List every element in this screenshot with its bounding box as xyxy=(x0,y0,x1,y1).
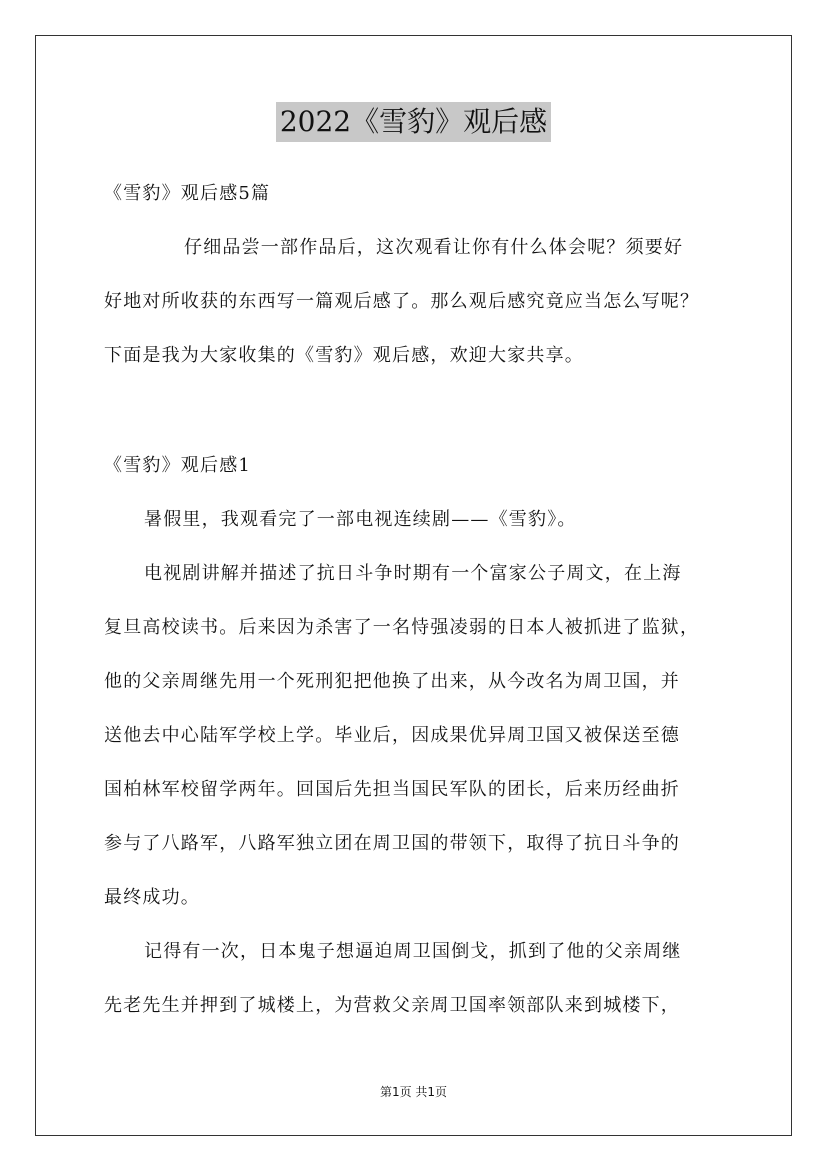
body-line: 复旦高校读书。后来因为杀害了一名恃强凌弱的日本人被抓进了监狱， xyxy=(104,617,700,638)
intro-line: 仔细品尝一部作品后，这次观看让你有什么体会呢？须要好 xyxy=(184,237,684,258)
body-line: 参与了八路军，八路军独立团在周卫国的带领下，取得了抗日斗争的 xyxy=(104,833,680,854)
body-line: 暑假里，我观看完了一部电视连续剧——《雪豹》。 xyxy=(144,509,577,530)
intro-line: 下面是我为大家收集的《雪豹》观后感，欢迎大家共享。 xyxy=(104,345,584,366)
body-line: 国柏林军校留学两年。回国后先担当国民军队的团长，后来历经曲折 xyxy=(104,779,680,800)
body-line: 最终成功。 xyxy=(104,887,200,908)
document-subtitle: 《雪豹》观后感5篇 xyxy=(104,183,271,204)
body-line: 记得有一次，日本鬼子想逼迫周卫国倒戈，抓到了他的父亲周继 xyxy=(144,941,682,962)
body-line: 送他去中心陆军学校上学。毕业后，因成果优异周卫国又被保送至德 xyxy=(104,725,680,746)
page-footer: 第1页 共1页 xyxy=(379,1085,448,1099)
section-heading: 《雪豹》观后感1 xyxy=(104,455,252,476)
document-title: 2022《雪豹》观后感 xyxy=(276,102,551,142)
body-line: 他的父亲周继先用一个死刑犯把他换了出来，从今改名为周卫国，并 xyxy=(104,671,680,692)
body-line: 电视剧讲解并描述了抗日斗争时期有一个富家公子周文，在上海 xyxy=(144,563,682,584)
body-line: 先老先生并押到了城楼上，为营救父亲周卫国率领部队来到城楼下， xyxy=(104,995,680,1016)
intro-line: 好地对所收获的东西写一篇观后感了。那么观后感究竟应当怎么写呢？ xyxy=(104,291,700,312)
